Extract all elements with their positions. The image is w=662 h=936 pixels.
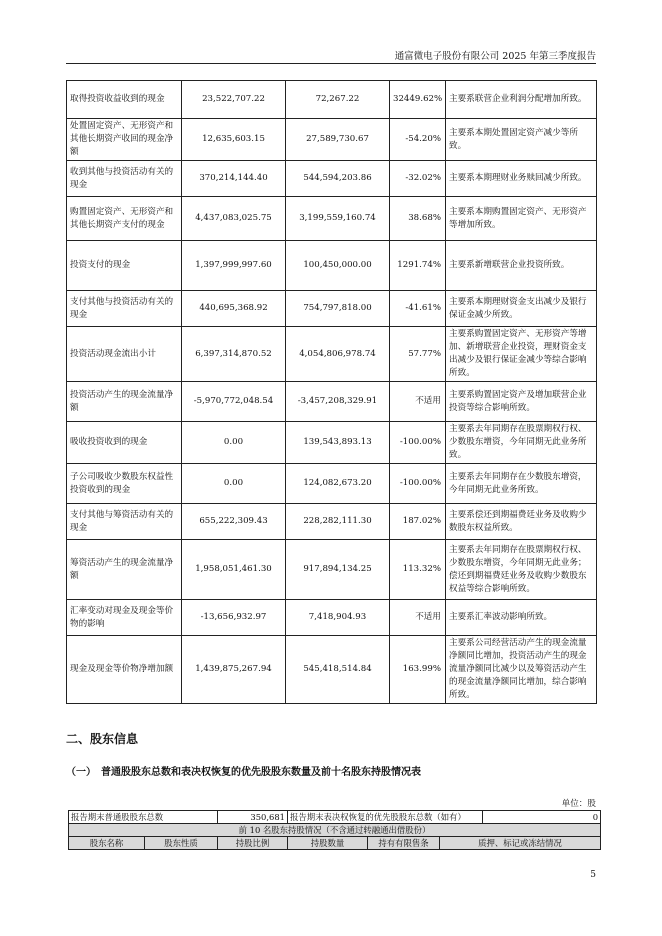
shareholder-table xyxy=(68,810,601,850)
preferred-shareholders-value: 0 xyxy=(483,811,601,824)
col-pledge-status: 质押、标记或冻结情况 xyxy=(440,837,601,850)
current-period-value: 1,958,051,461.30 xyxy=(182,540,286,600)
change-reason: 主要系去年同期存在股票期权行权、少数股东增资，今年同期无此业务所致。 xyxy=(446,422,597,464)
table-row xyxy=(67,504,597,540)
change-reason: 主要系本期购置固定资产、无形资产等增加所致。 xyxy=(446,197,597,241)
shareholder-column-header-row xyxy=(69,837,601,850)
table-row xyxy=(67,327,597,382)
current-period-value: 440,695,368.92 xyxy=(182,291,286,327)
change-ratio: -100.00% xyxy=(390,464,446,504)
prior-period-value: 124,082,673.20 xyxy=(286,464,390,504)
top10-caption: 前 10 名股东持股情况（不含通过转融通出借股份） xyxy=(69,824,601,837)
change-reason: 主要系本期处置固定资产减少等所致。 xyxy=(446,119,597,161)
col-restricted-shares: 持有有限售条 xyxy=(368,837,440,850)
change-reason: 主要系公司经营活动产生的现金流量净额同比增加，投资活动产生的现金流量净额同比减少以及筹资活动产生的现金流量净额同比增加，综合影响所致。 xyxy=(446,636,597,704)
change-ratio: -41.61% xyxy=(390,291,446,327)
current-period-value: 12,635,603.15 xyxy=(182,119,286,161)
table-row xyxy=(67,540,597,600)
cashflow-item: 支付其他与筹资活动有关的现金 xyxy=(67,504,182,540)
col-holding-ratio: 持股比例 xyxy=(218,837,288,850)
cashflow-item: 收到其他与投资活动有关的现金 xyxy=(67,161,182,197)
page-number: 5 xyxy=(590,870,596,880)
change-ratio: 38.68% xyxy=(390,197,446,241)
unit-label: 单位：股 xyxy=(561,799,596,809)
prior-period-value: 545,418,514.84 xyxy=(286,636,390,704)
current-period-value: 655,222,309.43 xyxy=(182,504,286,540)
table-row xyxy=(67,241,597,291)
prior-period-value: 139,543,893.13 xyxy=(286,422,390,464)
top10-caption-row xyxy=(69,824,601,837)
cashflow-change-table xyxy=(66,80,597,704)
table-row xyxy=(67,197,597,241)
current-period-value: 23,522,707.22 xyxy=(182,81,286,119)
change-ratio: 不适用 xyxy=(390,600,446,636)
prior-period-value: 4,054,806,978.74 xyxy=(286,327,390,382)
change-ratio: -32.02% xyxy=(390,161,446,197)
preferred-shareholders-label: 报告期末表决权恢复的优先股股东总数（如有） xyxy=(288,811,483,824)
change-ratio: 57.77% xyxy=(390,327,446,382)
cashflow-item: 吸收投资收到的现金 xyxy=(67,422,182,464)
table-row xyxy=(67,636,597,704)
total-shareholders-value: 350,681 xyxy=(218,811,288,824)
prior-period-value: 72,267.22 xyxy=(286,81,390,119)
current-period-value: -5,970,772,048.54 xyxy=(182,382,286,422)
prior-period-value: 7,418,904.93 xyxy=(286,600,390,636)
col-holding-quantity: 持股数量 xyxy=(288,837,368,850)
change-reason: 主要系本期理财业务赎回减少所致。 xyxy=(446,161,597,197)
table-row xyxy=(67,464,597,504)
change-ratio: 32449.62% xyxy=(390,81,446,119)
prior-period-value: 754,797,818.00 xyxy=(286,291,390,327)
prior-period-value: 3,199,559,160.74 xyxy=(286,197,390,241)
cashflow-item: 支付其他与投资活动有关的现金 xyxy=(67,291,182,327)
change-ratio: 113.32% xyxy=(390,540,446,600)
cashflow-item: 筹资活动产生的现金流量净额 xyxy=(67,540,182,600)
table-row xyxy=(67,422,597,464)
change-reason: 主要系偿还到期福费廷业务及收购少数股东权益所致。 xyxy=(446,504,597,540)
current-period-value: -13,656,932.97 xyxy=(182,600,286,636)
change-reason: 主要系去年同期存在少数股东增资，今年同期无此业务所致。 xyxy=(446,464,597,504)
current-period-value: 370,214,144.40 xyxy=(182,161,286,197)
cashflow-item: 取得投资收益收到的现金 xyxy=(67,81,182,119)
prior-period-value: 27,589,730.67 xyxy=(286,119,390,161)
change-reason: 主要系新增联营企业投资所致。 xyxy=(446,241,597,291)
current-period-value: 0.00 xyxy=(182,464,286,504)
cashflow-item: 子公司吸收少数股东权益性投资收到的现金 xyxy=(67,464,182,504)
cashflow-item: 购置固定资产、无形资产和其他长期资产支付的现金 xyxy=(67,197,182,241)
change-ratio: 163.99% xyxy=(390,636,446,704)
change-ratio: -54.20% xyxy=(390,119,446,161)
table-row xyxy=(67,119,597,161)
change-reason: 主要系汇率波动影响所致。 xyxy=(446,600,597,636)
change-ratio: 187.02% xyxy=(390,504,446,540)
cashflow-item: 投资活动产生的现金流量净额 xyxy=(67,382,182,422)
current-period-value: 0.00 xyxy=(182,422,286,464)
prior-period-value: 100,450,000.00 xyxy=(286,241,390,291)
current-period-value: 1,439,875,267.94 xyxy=(182,636,286,704)
table-row xyxy=(67,291,597,327)
col-shareholder-name: 股东名称 xyxy=(69,837,145,850)
section-title: 二、股东信息 xyxy=(66,732,139,746)
col-shareholder-nature: 股东性质 xyxy=(145,837,218,850)
page-header: 通富微电子股份有限公司 2025 年第三季度报告 xyxy=(66,44,596,64)
current-period-value: 1,397,999,997.60 xyxy=(182,241,286,291)
current-period-value: 4,437,083,025.75 xyxy=(182,197,286,241)
change-reason: 主要系购置固定资产及增加联营企业投资等综合影响所致。 xyxy=(446,382,597,422)
change-ratio: 1291.74% xyxy=(390,241,446,291)
table-row xyxy=(67,600,597,636)
prior-period-value: 228,282,111.30 xyxy=(286,504,390,540)
cashflow-item: 处置固定资产、无形资产和其他长期资产收回的现金净额 xyxy=(67,119,182,161)
prior-period-value: 544,594,203.86 xyxy=(286,161,390,197)
change-reason: 主要系联营企业利润分配增加所致。 xyxy=(446,81,597,119)
table-row xyxy=(67,161,597,197)
table-row xyxy=(67,81,597,119)
cashflow-item: 汇率变动对现金及现金等价物的影响 xyxy=(67,600,182,636)
cashflow-item: 现金及现金等价物净增加额 xyxy=(67,636,182,704)
change-reason: 主要系本期理财资金支出减少及银行保证金减少所致。 xyxy=(446,291,597,327)
shareholder-total-row xyxy=(69,811,601,824)
subsection-title: （一） 普通股股东总数和表决权恢复的优先股股东数量及前十名股东持股情况表 xyxy=(66,767,421,778)
cashflow-item: 投资支付的现金 xyxy=(67,241,182,291)
change-ratio: 不适用 xyxy=(390,382,446,422)
change-reason: 主要系购置固定资产、无形资产等增加、新增联营企业投资，理财资金支出减少及银行保证金减少等综合影响所致。 xyxy=(446,327,597,382)
current-period-value: 6,397,314,870.52 xyxy=(182,327,286,382)
prior-period-value: 917,894,134.25 xyxy=(286,540,390,600)
table-row xyxy=(67,382,597,422)
cashflow-item: 投资活动现金流出小计 xyxy=(67,327,182,382)
change-reason: 主要系去年同期存在股票期权行权、少数股东增资，今年同期无此业务；偿还到期福费廷业务及收购少数股东权益等综合影响所致。 xyxy=(446,540,597,600)
change-ratio: -100.00% xyxy=(390,422,446,464)
total-shareholders-label: 报告期末普通股股东总数 xyxy=(69,811,218,824)
prior-period-value: -3,457,208,329.91 xyxy=(286,382,390,422)
